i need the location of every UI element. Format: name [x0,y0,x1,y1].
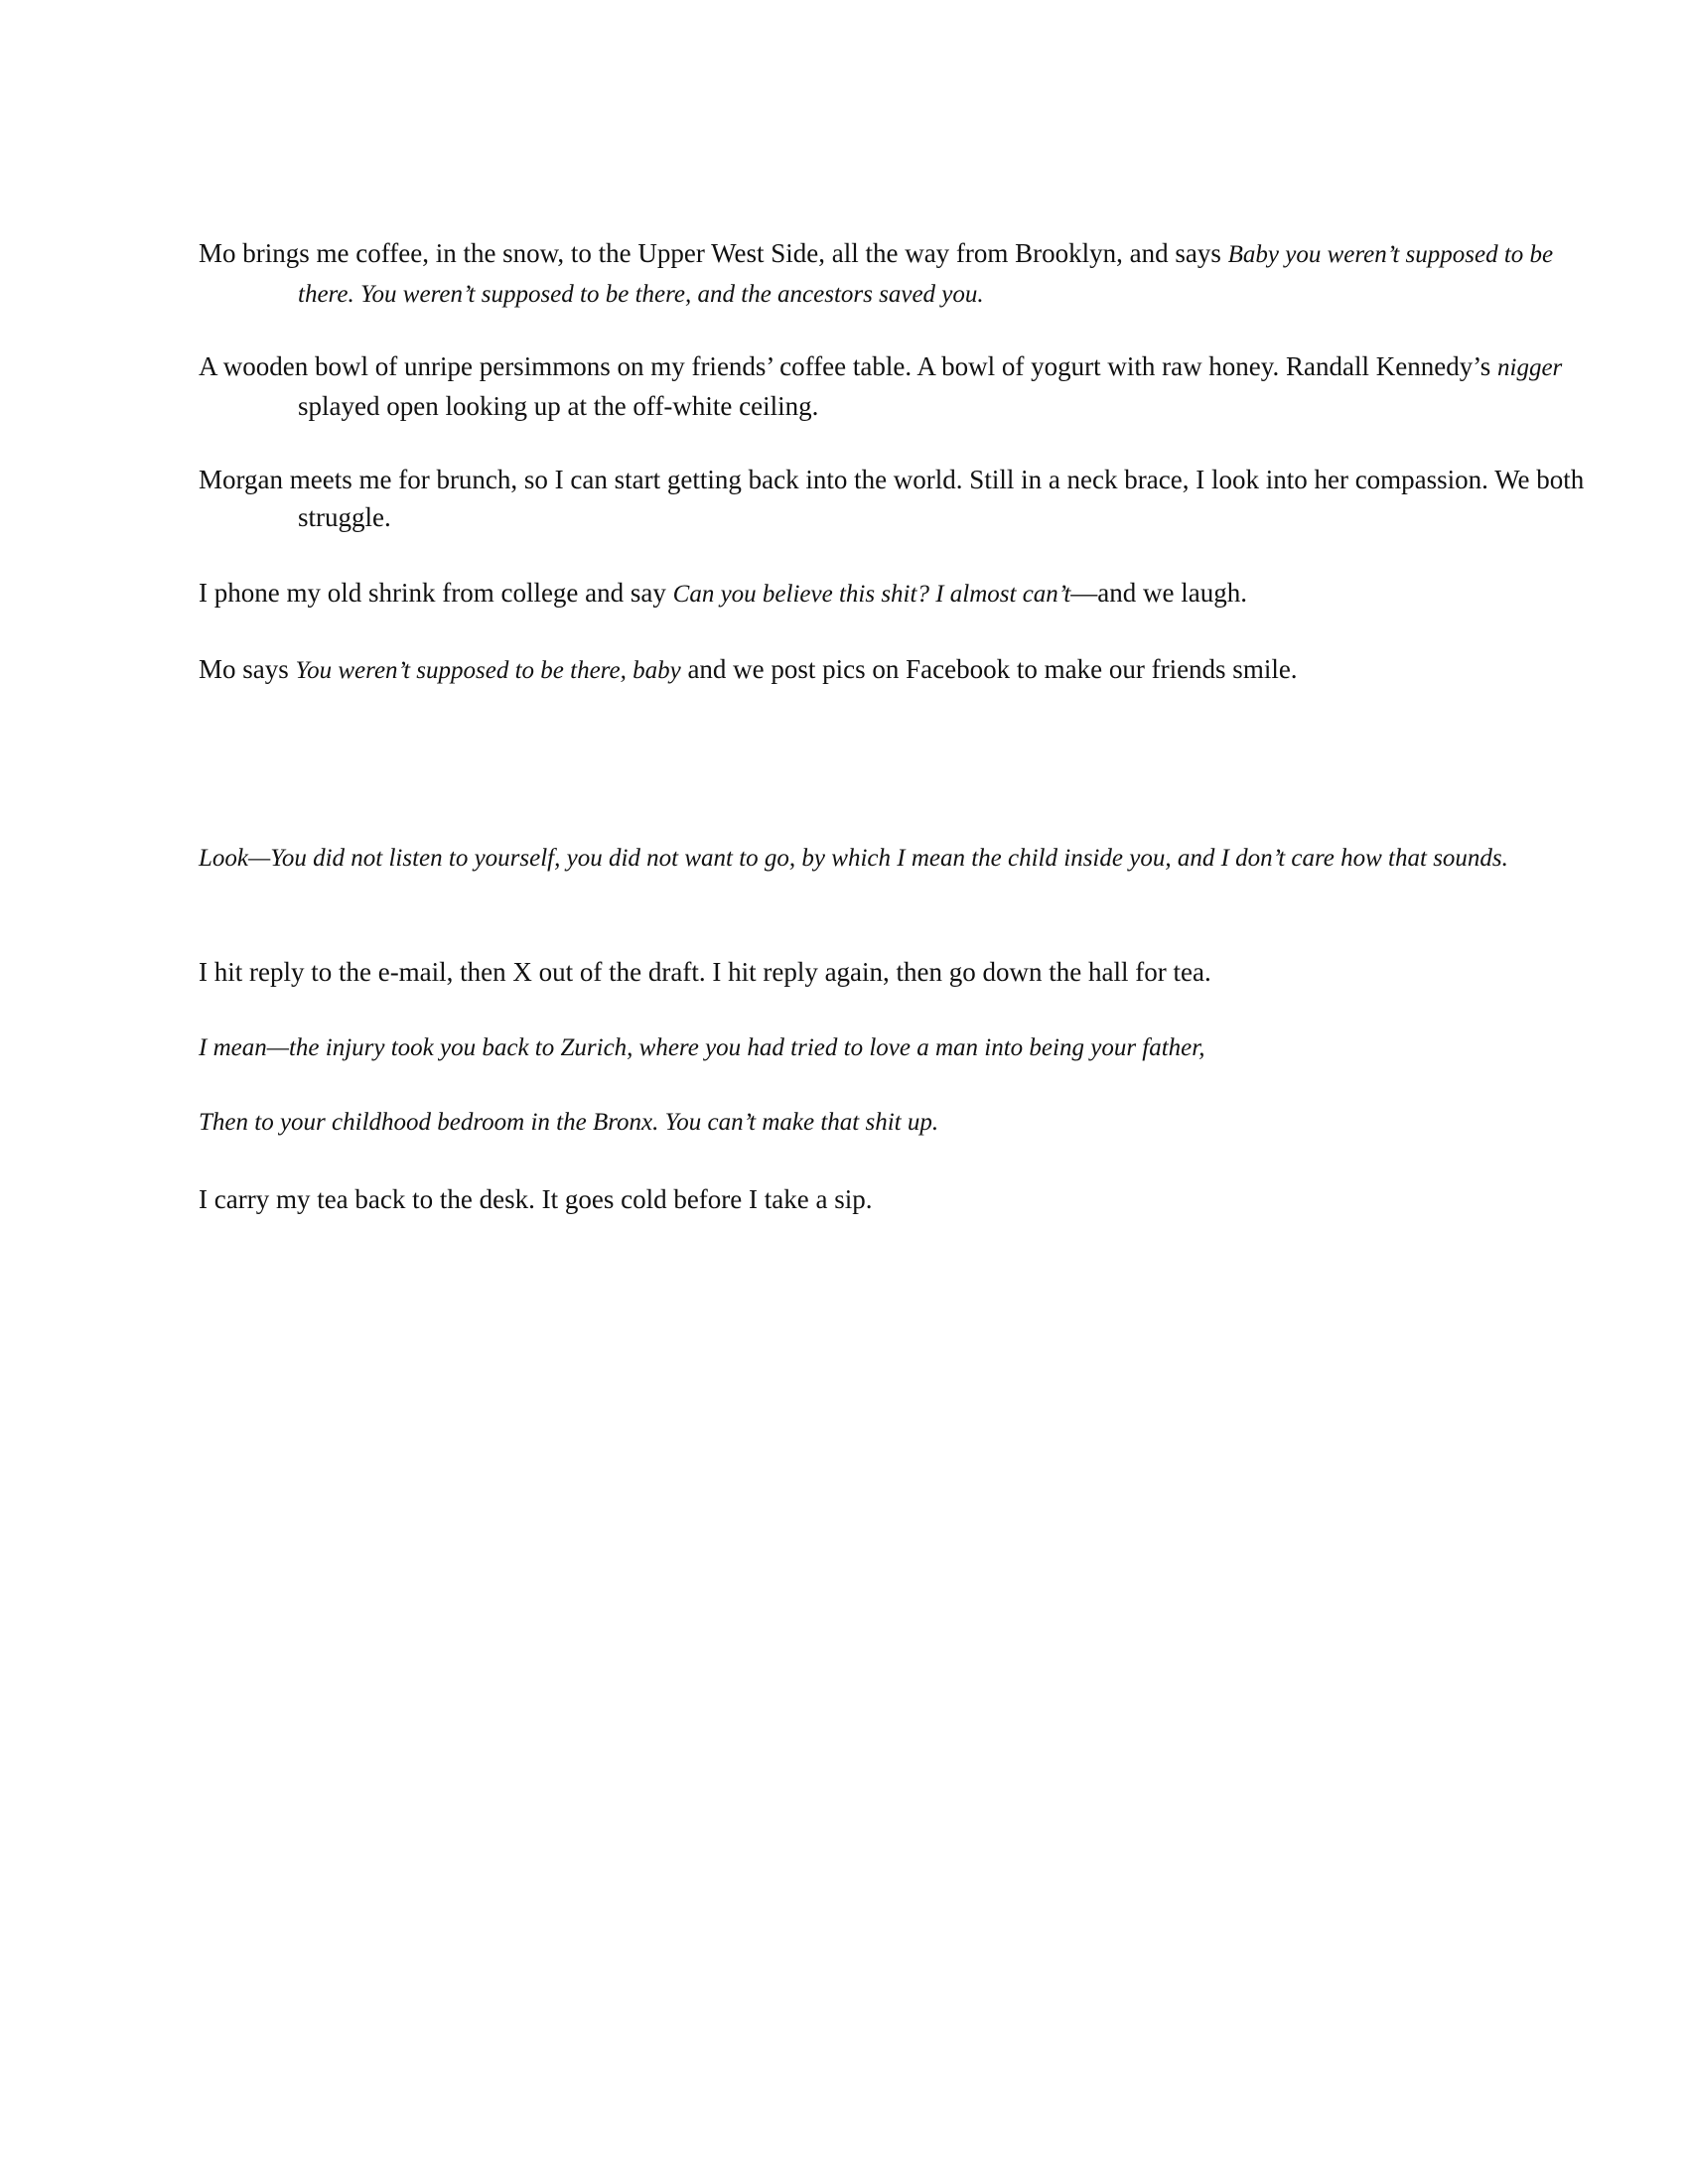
stanza-look [199,840,1609,878]
stanza-bronx [199,1104,1609,1142]
stanza-text: and we post pics on Facebook to make our friends smile. [680,654,1298,684]
stanza-persimmons [199,347,1609,425]
stanza-text: Mo says [199,654,296,684]
stanza-text: splayed open looking up at the off-white ceiling. [298,391,819,421]
stanza-facebook [199,650,1609,690]
stanza-text: A wooden bowl of unripe persimmons on my friends’ coffee table. A bowl of yogurt with raw honey. Randall Kennedy’s [199,351,1497,381]
stanza-reply [199,953,1609,991]
stanza-italic-text: Baby you weren’t supposed to be there. You weren’t supposed to be there, and the ancestors saved you. [298,241,1554,308]
stanza-italic-text: nigger [1497,354,1563,381]
stanza-text: Morgan meets me for brunch, so I can start getting back into the world. Still in a neck brace, I look into her compassion. We both struggle. [199,465,1585,532]
stanza-text: I carry my tea back to the desk. It goes cold before I take a sip. [199,1184,873,1214]
stanza-text: I phone my old shrink from college and say [199,578,673,608]
stanza-tea [199,1180,1609,1218]
stanza-italic-text: Then to your childhood bedroom in the Bronx. You can’t make that shit up. [199,1109,939,1136]
stanza-italic-text: You weren’t supposed to be there, baby [295,657,681,684]
stanza-coffee [199,234,1609,314]
stanza-zurich [199,1029,1609,1067]
stanza-brunch [199,461,1609,536]
stanza-shrink [199,574,1609,614]
stanza-italic-text: Look—You did not listen to yourself, you did not want to go, by which I mean the child inside you, and I don’t care how that sounds. [199,845,1508,872]
stanza-text: Mo brings me coffee, in the snow, to the Upper West Side, all the way from Brooklyn, and says [199,238,1228,268]
stanza-italic-text: I mean—the injury took you back to Zurich, where you had tried to love a man into being your father, [199,1034,1205,1061]
stanza-italic-text: Can you believe this shit? I almost can’t [672,581,1071,608]
stanza-text: —and we laugh. [1070,578,1247,608]
stanza-text: I hit reply to the e-mail, then X out of the draft. I hit reply again, then go down the hall for tea. [199,957,1211,987]
